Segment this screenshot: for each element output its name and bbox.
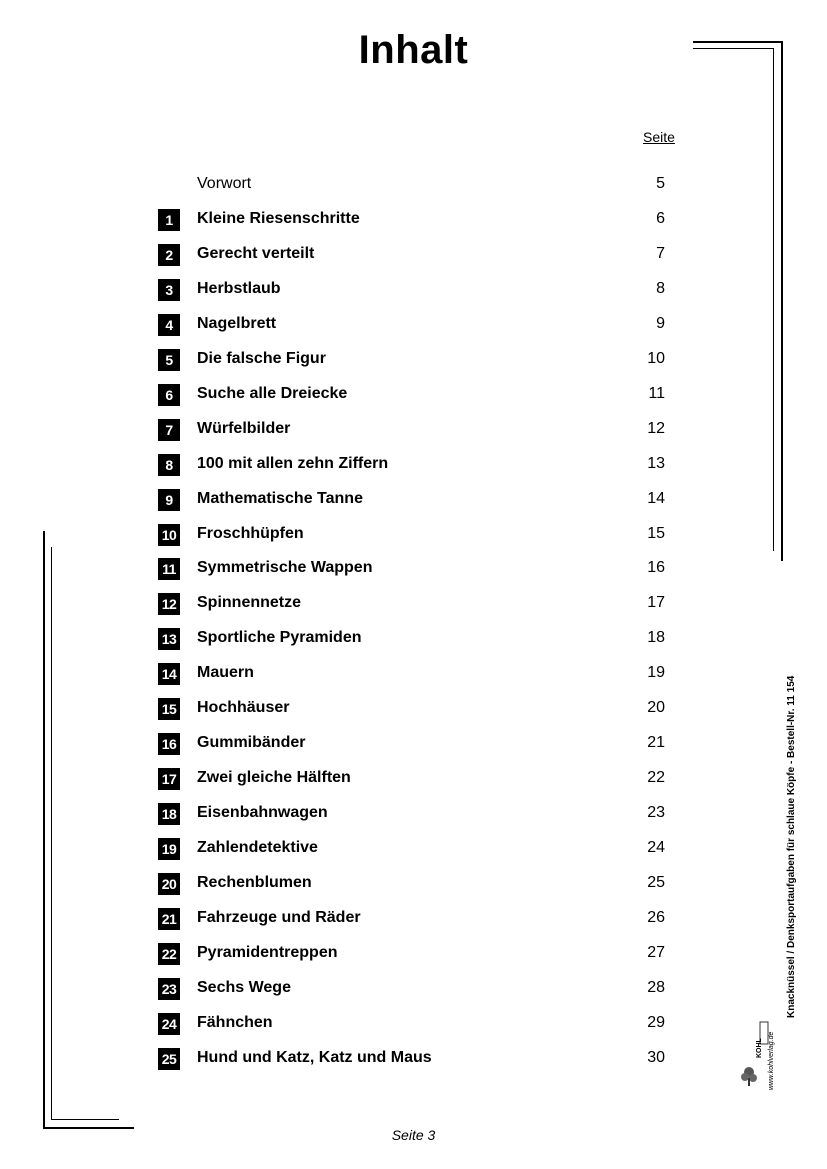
chapter-number-badge: 3 — [158, 279, 180, 301]
toc-entry — [158, 698, 698, 724]
chapter-number-badge: 23 — [158, 978, 180, 1000]
toc-entry-label: Vorwort — [197, 175, 252, 192]
toc-entry-label: Eisenbahnwagen — [197, 804, 328, 822]
toc-entry-page: 26 — [647, 908, 665, 926]
toc-entry-label: Mathematische Tanne — [197, 489, 363, 507]
toc-entry-page: 6 — [656, 209, 665, 227]
toc-entry-label: Symmetrische Wappen — [197, 559, 373, 577]
toc-entry-label: Sechs Wege — [197, 978, 291, 996]
toc-entry-label: Hochhäuser — [197, 699, 290, 717]
toc-entry-label: Pyramidentreppen — [197, 943, 338, 961]
toc-entry-page: 7 — [656, 244, 665, 262]
chapter-number-badge: 16 — [158, 733, 180, 755]
toc-entry-label: Würfelbilder — [197, 419, 291, 437]
chapter-number-badge: 22 — [158, 943, 180, 965]
publisher-logo-text: KOHL — [756, 1038, 763, 1058]
toc-entry-page: 23 — [647, 804, 665, 822]
toc-entry-page: 27 — [647, 943, 665, 961]
toc-entry-page: 13 — [647, 454, 665, 472]
toc-entry — [158, 419, 698, 445]
toc-entry-label: Nagelbrett — [197, 314, 277, 332]
toc-entry — [158, 943, 698, 969]
toc-entry — [158, 838, 698, 864]
toc-entry-label: Zwei gleiche Hälften — [197, 769, 351, 787]
toc-entry-label: 100 mit allen zehn Ziffern — [197, 454, 389, 472]
toc-entry-label: Herbstlaub — [197, 279, 281, 297]
toc-entry-page: 25 — [647, 874, 665, 891]
toc-entry-page: 11 — [648, 384, 665, 402]
chapter-number-badge: 12 — [158, 593, 180, 615]
chapter-number-badge: 6 — [158, 384, 180, 406]
toc-entry-label: Spinnennetze — [197, 594, 302, 612]
toc-entry-page: 9 — [656, 314, 665, 332]
toc-entry-label: Rechenblumen — [197, 874, 312, 891]
chapter-number-badge: 18 — [158, 803, 180, 825]
chapter-number-badge: 14 — [158, 663, 180, 685]
toc-entry-label: Mauern — [197, 664, 254, 682]
toc-entry — [158, 628, 698, 654]
toc-entry — [158, 174, 698, 200]
toc-entry — [158, 314, 698, 340]
toc-entry-page: 18 — [647, 629, 665, 647]
chapter-number-badge: 21 — [158, 908, 180, 930]
toc-entry-page: 21 — [647, 734, 665, 752]
toc-entry — [158, 489, 698, 515]
chapter-number-badge: 9 — [158, 489, 180, 511]
toc-entry-page: 17 — [647, 594, 665, 612]
toc-entry-label: Froschhüpfen — [197, 524, 304, 542]
toc-entry-page: 10 — [647, 349, 665, 367]
toc-entry-label: Kleine Riesenschritte — [197, 209, 360, 227]
side-imprint: Knacknüssel / Denksportaufgaben für schlaue Köpfe - Bestell-Nr. 11 154 — [786, 675, 797, 1018]
toc-entry-page: 22 — [647, 769, 665, 787]
toc-entry — [158, 768, 698, 794]
toc-entry-page: 29 — [647, 1013, 665, 1031]
toc-entry-page: 12 — [647, 419, 665, 437]
toc-entry — [158, 733, 698, 759]
toc-entry-label: Sportliche Pyramiden — [197, 629, 362, 647]
chapter-number-badge: 2 — [158, 244, 180, 266]
chapter-number-badge: 8 — [158, 454, 180, 476]
toc-entry — [158, 908, 698, 934]
toc-entry-page: 28 — [647, 978, 665, 996]
toc-entry-label: Fahrzeuge und Räder — [197, 908, 361, 926]
toc-entry — [158, 1048, 698, 1074]
chapter-number-badge: 19 — [158, 838, 180, 860]
toc-entry-page: 8 — [656, 279, 665, 297]
chapter-number-badge: 10 — [158, 524, 180, 546]
toc-entry — [158, 803, 698, 829]
toc-entry-label: Hund und Katz, Katz und Maus — [197, 1048, 432, 1066]
toc-entry — [158, 209, 698, 235]
toc-entry-label: Die falsche Figur — [197, 349, 326, 367]
toc-entry-label: Suche alle Dreiecke — [197, 384, 348, 402]
page-title: Inhalt — [358, 28, 469, 72]
toc-entry-page: 5 — [656, 175, 665, 192]
toc-entry — [158, 873, 698, 899]
chapter-number-badge: 25 — [158, 1048, 180, 1070]
toc-entry — [158, 349, 698, 375]
toc-entry-label: Gummibänder — [197, 734, 306, 752]
page-footer: Seite 3 — [391, 1127, 436, 1143]
toc-entry — [158, 279, 698, 305]
toc-entry-page: 20 — [647, 699, 665, 717]
toc-entry-label: Fähnchen — [197, 1013, 273, 1031]
toc-entry — [158, 524, 698, 550]
chapter-number-badge: 5 — [158, 349, 180, 371]
toc-entry-label: Zahlendetektive — [197, 839, 318, 857]
chapter-number-badge: 15 — [158, 698, 180, 720]
chapter-number-badge: 4 — [158, 314, 180, 336]
toc-entry — [158, 978, 698, 1004]
chapter-number-badge: 1 — [158, 209, 180, 231]
tree-icon — [741, 1067, 757, 1086]
chapter-number-badge: 11 — [158, 558, 180, 580]
toc-entry-page: 19 — [647, 664, 665, 682]
toc-entry-page: 24 — [647, 839, 665, 857]
toc-entry — [158, 1013, 698, 1039]
toc-entry — [158, 593, 698, 619]
chapter-number-badge: 20 — [158, 873, 180, 895]
page-column-header: Seite — [643, 129, 675, 145]
toc-entry — [158, 663, 698, 689]
chapter-number-badge: 17 — [158, 768, 180, 790]
publisher-url: www.kohlverlag.de — [768, 1031, 775, 1090]
toc-entry-page: 15 — [647, 524, 665, 542]
toc-entry-page: 30 — [647, 1048, 665, 1066]
toc-entry — [158, 454, 698, 480]
chapter-number-badge: 7 — [158, 419, 180, 441]
toc-entry-page: 16 — [647, 559, 665, 577]
toc-entry-label: Gerecht verteilt — [197, 244, 315, 262]
toc-entry — [158, 558, 698, 584]
toc-entry-page: 14 — [647, 489, 665, 507]
chapter-number-badge: 13 — [158, 628, 180, 650]
chapter-number-badge: 24 — [158, 1013, 180, 1035]
toc-entry — [158, 244, 698, 270]
publisher-logo — [739, 1020, 769, 1090]
toc-entry — [158, 384, 698, 410]
